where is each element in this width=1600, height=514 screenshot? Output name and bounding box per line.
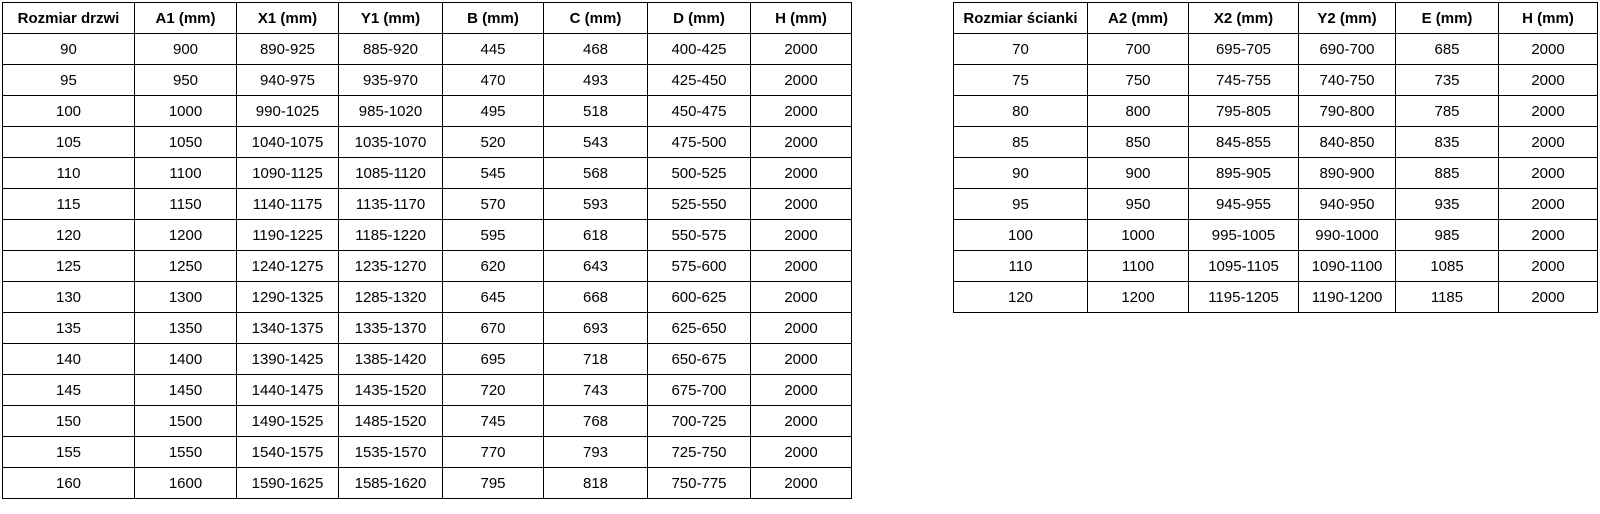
table-cell: 2000 bbox=[751, 251, 852, 282]
column-header: Y1 (mm) bbox=[339, 3, 443, 34]
table-cell: 835 bbox=[1396, 127, 1499, 158]
table-cell: 568 bbox=[544, 158, 648, 189]
table-cell: 690-700 bbox=[1299, 34, 1396, 65]
table-cell: 895-905 bbox=[1189, 158, 1299, 189]
table-cell: 85 bbox=[954, 127, 1088, 158]
table-cell: 70 bbox=[954, 34, 1088, 65]
table-cell: 1085-1120 bbox=[339, 158, 443, 189]
column-header: Rozmiar drzwi bbox=[3, 3, 135, 34]
table-cell: 950 bbox=[135, 65, 237, 96]
table-cell: 618 bbox=[544, 220, 648, 251]
table-cell: 985 bbox=[1396, 220, 1499, 251]
table-cell: 1600 bbox=[135, 468, 237, 499]
table-cell: 2000 bbox=[751, 313, 852, 344]
table-cell: 1000 bbox=[135, 96, 237, 127]
table-row bbox=[954, 96, 1598, 127]
table-cell: 645 bbox=[443, 282, 544, 313]
header-row bbox=[3, 3, 852, 34]
table-row bbox=[3, 313, 852, 344]
table-cell: 425-450 bbox=[648, 65, 751, 96]
table-cell: 140 bbox=[3, 344, 135, 375]
table-row bbox=[954, 34, 1598, 65]
table-cell: 1000 bbox=[1088, 220, 1189, 251]
table-cell: 95 bbox=[954, 189, 1088, 220]
table-cell: 570 bbox=[443, 189, 544, 220]
column-header: B (mm) bbox=[443, 3, 544, 34]
table-cell: 80 bbox=[954, 96, 1088, 127]
column-header: H (mm) bbox=[751, 3, 852, 34]
table-cell: 1035-1070 bbox=[339, 127, 443, 158]
table-cell: 1185-1220 bbox=[339, 220, 443, 251]
table-cell: 545 bbox=[443, 158, 544, 189]
table-cell: 1290-1325 bbox=[237, 282, 339, 313]
table-cell: 1535-1570 bbox=[339, 437, 443, 468]
table-cell: 90 bbox=[954, 158, 1088, 189]
table-cell: 115 bbox=[3, 189, 135, 220]
column-header: H (mm) bbox=[1499, 3, 1598, 34]
table-cell: 675-700 bbox=[648, 375, 751, 406]
table-cell: 745-755 bbox=[1189, 65, 1299, 96]
table-cell: 2000 bbox=[1499, 158, 1598, 189]
table-cell: 695-705 bbox=[1189, 34, 1299, 65]
header-row bbox=[954, 3, 1598, 34]
table-cell: 795 bbox=[443, 468, 544, 499]
table-cell: 145 bbox=[3, 375, 135, 406]
table-cell: 2000 bbox=[1499, 96, 1598, 127]
table-cell: 2000 bbox=[751, 127, 852, 158]
table-cell: 1300 bbox=[135, 282, 237, 313]
table-cell: 2000 bbox=[1499, 34, 1598, 65]
table-cell: 1050 bbox=[135, 127, 237, 158]
table-cell: 1500 bbox=[135, 406, 237, 437]
column-header: X2 (mm) bbox=[1189, 3, 1299, 34]
table-cell: 525-550 bbox=[648, 189, 751, 220]
table-cell: 1590-1625 bbox=[237, 468, 339, 499]
table-cell: 1440-1475 bbox=[237, 375, 339, 406]
table-cell: 668 bbox=[544, 282, 648, 313]
table-row bbox=[3, 34, 852, 65]
column-header: C (mm) bbox=[544, 3, 648, 34]
table-cell: 2000 bbox=[1499, 65, 1598, 96]
table-cell: 2000 bbox=[1499, 220, 1598, 251]
table-cell: 850 bbox=[1088, 127, 1189, 158]
table-cell: 2000 bbox=[1499, 189, 1598, 220]
table-cell: 945-955 bbox=[1189, 189, 1299, 220]
table-cell: 110 bbox=[954, 251, 1088, 282]
table-cell: 2000 bbox=[751, 344, 852, 375]
table-cell: 990-1000 bbox=[1299, 220, 1396, 251]
table-cell: 1385-1420 bbox=[339, 344, 443, 375]
table-cell: 890-900 bbox=[1299, 158, 1396, 189]
table-cell: 995-1005 bbox=[1189, 220, 1299, 251]
table-cell: 593 bbox=[544, 189, 648, 220]
table-row bbox=[954, 127, 1598, 158]
table-cell: 550-575 bbox=[648, 220, 751, 251]
table-cell: 693 bbox=[544, 313, 648, 344]
table-cell: 840-850 bbox=[1299, 127, 1396, 158]
table-cell: 100 bbox=[954, 220, 1088, 251]
table-cell: 518 bbox=[544, 96, 648, 127]
table-cell: 1350 bbox=[135, 313, 237, 344]
table-cell: 750-775 bbox=[648, 468, 751, 499]
table-row bbox=[954, 158, 1598, 189]
table-cell: 470 bbox=[443, 65, 544, 96]
table-cell: 1435-1520 bbox=[339, 375, 443, 406]
column-header: A2 (mm) bbox=[1088, 3, 1189, 34]
table-row bbox=[3, 251, 852, 282]
table-row bbox=[3, 189, 852, 220]
table-cell: 768 bbox=[544, 406, 648, 437]
table-cell: 900 bbox=[1088, 158, 1189, 189]
table-cell: 105 bbox=[3, 127, 135, 158]
table-cell: 1450 bbox=[135, 375, 237, 406]
table-cell: 685 bbox=[1396, 34, 1499, 65]
table-cell: 595 bbox=[443, 220, 544, 251]
table-cell: 600-625 bbox=[648, 282, 751, 313]
table-cell: 1090-1100 bbox=[1299, 251, 1396, 282]
table-cell: 150 bbox=[3, 406, 135, 437]
door-size-table bbox=[2, 2, 852, 499]
table-cell: 793 bbox=[544, 437, 648, 468]
table-cell: 670 bbox=[443, 313, 544, 344]
table-cell: 2000 bbox=[751, 65, 852, 96]
table-cell: 1100 bbox=[135, 158, 237, 189]
column-header: A1 (mm) bbox=[135, 3, 237, 34]
table-cell: 2000 bbox=[1499, 127, 1598, 158]
table-cell: 940-950 bbox=[1299, 189, 1396, 220]
table-cell: 2000 bbox=[751, 158, 852, 189]
table-cell: 135 bbox=[3, 313, 135, 344]
table-cell: 450-475 bbox=[648, 96, 751, 127]
table-cell: 2000 bbox=[1499, 282, 1598, 313]
table-cell: 155 bbox=[3, 437, 135, 468]
table-cell: 950 bbox=[1088, 189, 1189, 220]
table-cell: 735 bbox=[1396, 65, 1499, 96]
column-header: E (mm) bbox=[1396, 3, 1499, 34]
table-cell: 95 bbox=[3, 65, 135, 96]
table-row bbox=[3, 96, 852, 127]
table-cell: 130 bbox=[3, 282, 135, 313]
table-cell: 740-750 bbox=[1299, 65, 1396, 96]
table-cell: 1185 bbox=[1396, 282, 1499, 313]
table-cell: 110 bbox=[3, 158, 135, 189]
table-cell: 985-1020 bbox=[339, 96, 443, 127]
table-cell: 2000 bbox=[751, 437, 852, 468]
table-cell: 1135-1170 bbox=[339, 189, 443, 220]
table-cell: 1200 bbox=[135, 220, 237, 251]
column-header: Rozmiar ścianki bbox=[954, 3, 1088, 34]
table-cell: 1090-1125 bbox=[237, 158, 339, 189]
table-cell: 1490-1525 bbox=[237, 406, 339, 437]
table-cell: 743 bbox=[544, 375, 648, 406]
table-cell: 745 bbox=[443, 406, 544, 437]
table-cell: 575-600 bbox=[648, 251, 751, 282]
table-cell: 2000 bbox=[1499, 251, 1598, 282]
table-cell: 718 bbox=[544, 344, 648, 375]
table-cell: 625-650 bbox=[648, 313, 751, 344]
table-row bbox=[954, 65, 1598, 96]
table-cell: 1250 bbox=[135, 251, 237, 282]
table-cell: 1085 bbox=[1396, 251, 1499, 282]
table-row bbox=[954, 189, 1598, 220]
table-cell: 475-500 bbox=[648, 127, 751, 158]
table-cell: 1190-1225 bbox=[237, 220, 339, 251]
table-cell: 2000 bbox=[751, 34, 852, 65]
table-cell: 1585-1620 bbox=[339, 468, 443, 499]
column-header: Y2 (mm) bbox=[1299, 3, 1396, 34]
table-row bbox=[954, 251, 1598, 282]
table-row bbox=[3, 127, 852, 158]
table-cell: 495 bbox=[443, 96, 544, 127]
table-row bbox=[3, 344, 852, 375]
table-row bbox=[954, 220, 1598, 251]
table-cell: 650-675 bbox=[648, 344, 751, 375]
table-cell: 940-975 bbox=[237, 65, 339, 96]
table-cell: 720 bbox=[443, 375, 544, 406]
table-row bbox=[3, 220, 852, 251]
table-row bbox=[954, 282, 1598, 313]
table-row bbox=[3, 158, 852, 189]
table-row bbox=[3, 65, 852, 96]
table-cell: 900 bbox=[135, 34, 237, 65]
table-row bbox=[3, 406, 852, 437]
table-cell: 885 bbox=[1396, 158, 1499, 189]
table-cell: 1335-1370 bbox=[339, 313, 443, 344]
table-cell: 990-1025 bbox=[237, 96, 339, 127]
table-cell: 2000 bbox=[751, 375, 852, 406]
table-cell: 620 bbox=[443, 251, 544, 282]
table-row bbox=[3, 437, 852, 468]
table-cell: 75 bbox=[954, 65, 1088, 96]
table-cell: 90 bbox=[3, 34, 135, 65]
table-cell: 1390-1425 bbox=[237, 344, 339, 375]
table-row bbox=[3, 375, 852, 406]
table-cell: 2000 bbox=[751, 189, 852, 220]
table-cell: 120 bbox=[954, 282, 1088, 313]
table-cell: 935 bbox=[1396, 189, 1499, 220]
table-cell: 1240-1275 bbox=[237, 251, 339, 282]
table-cell: 935-970 bbox=[339, 65, 443, 96]
table-cell: 1340-1375 bbox=[237, 313, 339, 344]
table-cell: 100 bbox=[3, 96, 135, 127]
table-cell: 2000 bbox=[751, 406, 852, 437]
table-cell: 2000 bbox=[751, 282, 852, 313]
table-cell: 520 bbox=[443, 127, 544, 158]
table-cell: 890-925 bbox=[237, 34, 339, 65]
table-cell: 1150 bbox=[135, 189, 237, 220]
table-row bbox=[3, 282, 852, 313]
table-cell: 818 bbox=[544, 468, 648, 499]
table-cell: 1200 bbox=[1088, 282, 1189, 313]
table-cell: 790-800 bbox=[1299, 96, 1396, 127]
table-cell: 785 bbox=[1396, 96, 1499, 127]
table-cell: 543 bbox=[544, 127, 648, 158]
table-cell: 2000 bbox=[751, 468, 852, 499]
table-cell: 160 bbox=[3, 468, 135, 499]
table-cell: 1140-1175 bbox=[237, 189, 339, 220]
table-cell: 795-805 bbox=[1189, 96, 1299, 127]
table-cell: 445 bbox=[443, 34, 544, 65]
table-cell: 500-525 bbox=[648, 158, 751, 189]
wall-size-table bbox=[953, 2, 1598, 313]
table-cell: 468 bbox=[544, 34, 648, 65]
table-cell: 120 bbox=[3, 220, 135, 251]
table-cell: 1235-1270 bbox=[339, 251, 443, 282]
table-cell: 770 bbox=[443, 437, 544, 468]
column-header: D (mm) bbox=[648, 3, 751, 34]
table-cell: 725-750 bbox=[648, 437, 751, 468]
column-header: X1 (mm) bbox=[237, 3, 339, 34]
table-cell: 2000 bbox=[751, 96, 852, 127]
table-cell: 1285-1320 bbox=[339, 282, 443, 313]
table-cell: 1195-1205 bbox=[1189, 282, 1299, 313]
table-cell: 845-855 bbox=[1189, 127, 1299, 158]
table-cell: 1190-1200 bbox=[1299, 282, 1396, 313]
table-cell: 1040-1075 bbox=[237, 127, 339, 158]
table-cell: 1095-1105 bbox=[1189, 251, 1299, 282]
table-cell: 1485-1520 bbox=[339, 406, 443, 437]
table-row bbox=[3, 468, 852, 499]
table-cell: 800 bbox=[1088, 96, 1189, 127]
table-cell: 2000 bbox=[751, 220, 852, 251]
table-cell: 750 bbox=[1088, 65, 1189, 96]
table-cell: 400-425 bbox=[648, 34, 751, 65]
table-cell: 493 bbox=[544, 65, 648, 96]
table-cell: 700-725 bbox=[648, 406, 751, 437]
table-cell: 695 bbox=[443, 344, 544, 375]
table-cell: 1400 bbox=[135, 344, 237, 375]
table-cell: 1540-1575 bbox=[237, 437, 339, 468]
table-cell: 700 bbox=[1088, 34, 1189, 65]
table-cell: 643 bbox=[544, 251, 648, 282]
table-cell: 885-920 bbox=[339, 34, 443, 65]
table-cell: 1550 bbox=[135, 437, 237, 468]
table-cell: 125 bbox=[3, 251, 135, 282]
table-cell: 1100 bbox=[1088, 251, 1189, 282]
